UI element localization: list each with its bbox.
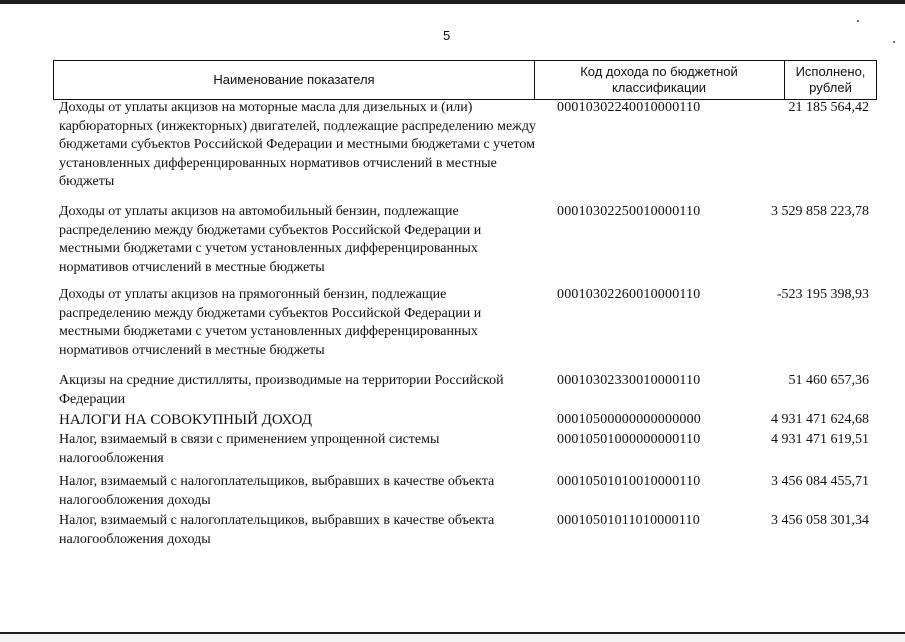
row-amount: -523 195 398,93 — [776, 287, 869, 302]
header-executed: Исполнено, рублей — [795, 64, 866, 95]
header-name: Наименование показателя — [54, 61, 535, 99]
table-header — [53, 60, 877, 100]
row-name: Налог, взимаемый с налогоплательщиков, выбравших в качестве объекта налогообложения доходы — [59, 474, 495, 508]
row-name: Налог, взимаемый с налогоплательщиков, выбравших в качестве объекта налогообложения доходы — [59, 513, 495, 547]
page-number: 5 — [443, 28, 451, 43]
row-code: 00010500000000000000 — [557, 412, 701, 427]
row-code: 00010501000000000110 — [557, 432, 701, 447]
row-name: Доходы от уплаты акцизов на автомобильный бензин, подлежащие распределению между бюджетами субъектов Российской Федерации и местными бюджетами с учетом установленных дифференцированных нормативов отчислений в местные бюджеты — [59, 204, 482, 275]
row-code: 00010302240010000110 — [557, 100, 701, 115]
row-amount: 3 456 058 301,34 — [771, 513, 869, 528]
row-code: 00010501011010000110 — [557, 513, 700, 528]
row-code: 00010302250010000110 — [557, 204, 701, 219]
row-name: Доходы от уплаты акцизов на моторные масла для дизельных и (или) карбюраторных (инжекторных) двигателей, подлежащие распределению между бюджетами субъектов Российской Федерации и местными бюджетами с учетом установленных дифференцированных нормативов отчислений в местные бюджеты — [59, 100, 536, 189]
row-name: Налог, взимаемый в связи с применением упрощенной системы налогообложения — [59, 432, 440, 466]
scan-speck — [857, 20, 859, 22]
scan-speck — [893, 41, 895, 43]
row-amount: 4 931 471 624,68 — [771, 412, 869, 427]
row-amount: 51 460 657,36 — [788, 373, 869, 388]
row-amount: 4 931 471 619,51 — [771, 432, 869, 447]
row-name: Доходы от уплаты акцизов на прямогонный бензин, подлежащие распределению между бюджетами субъектов Российской Федерации и местными бюджетами с учетом установленных дифференцированных нормативов отчислений в местные бюджеты — [59, 287, 482, 358]
row-code: 00010302330010000110 — [557, 373, 701, 388]
row-amount: 21 185 564,42 — [788, 100, 869, 115]
header-code: Код дохода по бюджетной классификации — [534, 61, 785, 99]
row-name: Акцизы на средние дистилляты, производимые на территории Российской Федерации — [59, 373, 504, 407]
row-amount: 3 456 084 455,71 — [771, 474, 869, 489]
row-code: 00010501010010000110 — [557, 474, 701, 489]
row-amount: 3 529 858 223,78 — [771, 204, 869, 219]
row-name: НАЛОГИ НА СОВОКУПНЫЙ ДОХОД — [59, 412, 312, 428]
row-code: 00010302260010000110 — [557, 287, 701, 302]
scan-top-edge — [0, 0, 905, 4]
scan-bottom-edge — [0, 632, 905, 642]
